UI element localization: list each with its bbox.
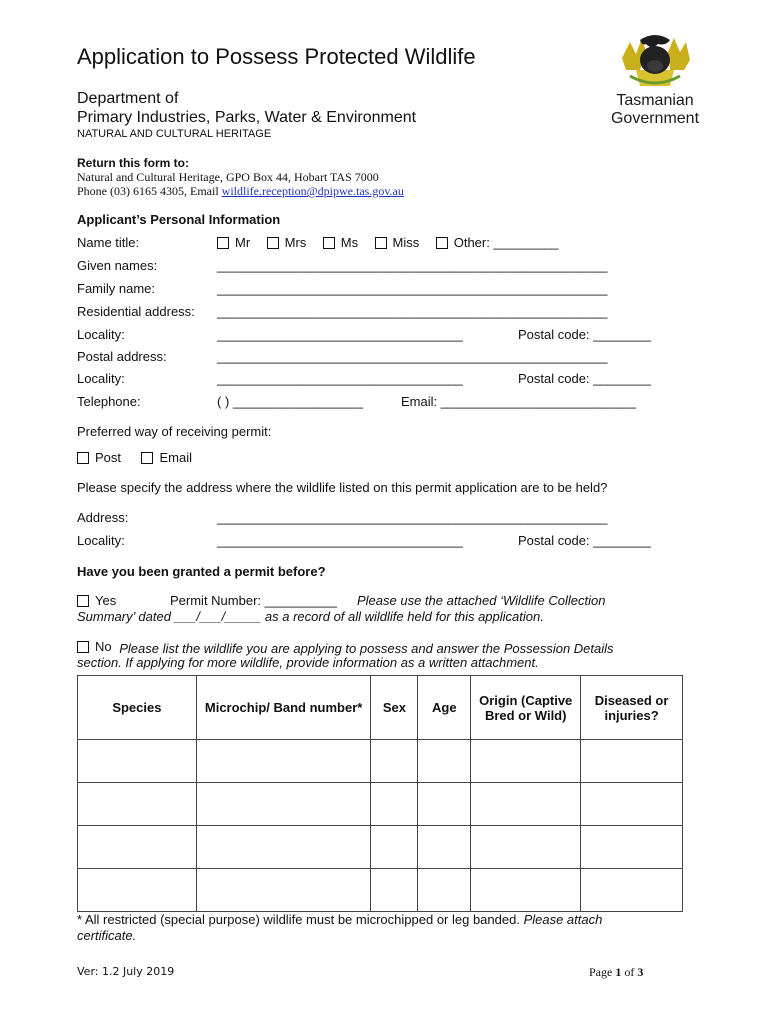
- table-cell[interactable]: [581, 783, 683, 826]
- column-header-diseased: Diseased or injuries?: [581, 676, 683, 740]
- postal-locality-field[interactable]: __________________________________: [217, 371, 463, 386]
- department-line-1: Department of: [77, 90, 179, 107]
- permit-no-note-1: Please list the wildlife you are applying to possess and answer the Possession Details: [119, 640, 614, 656]
- title-option-ms[interactable]: [323, 235, 358, 250]
- footnote: [77, 912, 602, 927]
- option-label: Yes: [95, 593, 117, 608]
- held-address-label: Address:: [77, 510, 129, 525]
- version-text: Ver: 1.2 July 2019: [77, 965, 175, 978]
- telephone-label: Telephone:: [77, 394, 141, 409]
- title-option-other[interactable]: [436, 235, 559, 250]
- permit-no-option[interactable]: [77, 639, 112, 654]
- department-line-3: NATURAL AND CULTURAL HERITAGE: [77, 128, 272, 140]
- residential-locality-field[interactable]: __________________________________: [217, 327, 463, 342]
- table-row: [78, 826, 683, 869]
- option-label: Email: [159, 450, 192, 465]
- permit-yes-row: [77, 593, 116, 610]
- residential-locality-label: Locality:: [77, 327, 125, 342]
- personal-info-heading: Applicant’s Personal Information: [77, 212, 281, 227]
- name-title-label: Name title:: [77, 235, 140, 250]
- table-cell[interactable]: [581, 869, 683, 912]
- table-cell[interactable]: [471, 869, 581, 912]
- option-label: Other: _________: [453, 235, 559, 250]
- permit-yes-note-2: [77, 609, 544, 624]
- receiving-permit-label: Preferred way of receiving permit:: [77, 424, 272, 439]
- page-title: Application to Possess Protected Wildlife: [77, 44, 476, 69]
- checkbox[interactable]: [375, 237, 387, 249]
- receiving-options: [77, 450, 192, 469]
- option-label: Miss: [392, 235, 420, 250]
- postal-postal-code-field[interactable]: Postal code: ________: [518, 371, 651, 386]
- page-total: 3: [637, 965, 644, 979]
- logo-text-government: Government: [610, 110, 700, 127]
- held-locality-field[interactable]: __________________________________: [217, 533, 463, 548]
- footnote-text: * All restricted (special purpose) wildlife must be microchipped or leg banded.: [77, 912, 520, 927]
- email-field[interactable]: Email: ___________________________: [401, 394, 636, 409]
- logo-text-tasmanian: Tasmanian: [616, 92, 694, 109]
- table-cell[interactable]: [418, 869, 471, 912]
- column-header-origin: Origin (Captive Bred or Wild): [471, 676, 581, 740]
- page-of: of: [621, 965, 638, 979]
- permit-no-row: [77, 639, 614, 656]
- tasmanian-devil-emblem-icon: [600, 30, 710, 94]
- table-cell[interactable]: [78, 826, 197, 869]
- table-cell[interactable]: [78, 869, 197, 912]
- checkbox[interactable]: [217, 237, 229, 249]
- permit-yes-option[interactable]: [77, 593, 116, 608]
- table-cell[interactable]: [78, 783, 197, 826]
- given-names-field[interactable]: ______________________________________________________: [217, 258, 608, 273]
- residential-address-field[interactable]: ______________________________________________________: [217, 304, 608, 319]
- option-label: Ms: [340, 235, 359, 250]
- postal-address-field[interactable]: ______________________________________________________: [217, 349, 608, 364]
- table-cell[interactable]: [471, 783, 581, 826]
- table-cell[interactable]: [471, 740, 581, 783]
- postal-locality-label: Locality:: [77, 371, 125, 386]
- column-header-age: Age: [418, 676, 471, 740]
- option-label: Post: [95, 450, 122, 465]
- column-header-microchip: Microchip/ Band number*: [196, 676, 371, 740]
- table-cell[interactable]: [196, 826, 371, 869]
- name-title-options: [217, 235, 559, 254]
- checkbox[interactable]: [77, 595, 89, 607]
- title-option-miss[interactable]: [375, 235, 420, 250]
- table-cell[interactable]: [418, 783, 471, 826]
- page-current: 1: [615, 965, 622, 979]
- residential-postal-code-field[interactable]: Postal code: ________: [518, 327, 651, 342]
- wildlife-table: [77, 675, 683, 912]
- telephone-field[interactable]: ( ) __________________: [217, 394, 364, 409]
- table-row: [78, 740, 683, 783]
- summary-date-field[interactable]: Summary’ dated ___/___/_____: [77, 609, 262, 624]
- table-header-row: [78, 676, 683, 740]
- table-row: [78, 783, 683, 826]
- table-cell[interactable]: [371, 783, 418, 826]
- table-cell[interactable]: [418, 826, 471, 869]
- family-name-label: Family name:: [77, 281, 156, 296]
- column-header-species: Species: [78, 676, 197, 740]
- summary-note-text: as a record of all wildlife held for this application.: [261, 609, 544, 624]
- checkbox[interactable]: [267, 237, 279, 249]
- return-label: Return this form to:: [77, 156, 189, 170]
- table-cell[interactable]: [196, 783, 371, 826]
- return-contact: [77, 184, 404, 199]
- title-option-mrs[interactable]: [267, 235, 307, 250]
- table-cell[interactable]: [581, 740, 683, 783]
- option-label: No: [95, 639, 112, 654]
- title-option-mr[interactable]: [217, 235, 250, 250]
- table-cell[interactable]: [371, 869, 418, 912]
- checkbox[interactable]: [77, 641, 89, 653]
- table-cell[interactable]: [581, 826, 683, 869]
- permit-no-note-2: section. If applying for more wildlife, provide information as a written attachment.: [77, 655, 539, 670]
- receive-option-email[interactable]: [141, 450, 192, 465]
- checkbox[interactable]: [77, 452, 89, 464]
- receive-option-post[interactable]: [77, 450, 121, 465]
- held-address-prompt: Please specify the address where the wildlife listed on this permit application are to be held?: [77, 480, 608, 495]
- table-cell[interactable]: [418, 740, 471, 783]
- family-name-field[interactable]: ______________________________________________________: [217, 281, 608, 296]
- footnote-italic: Please attach: [519, 912, 603, 927]
- held-address-field[interactable]: ______________________________________________________: [217, 510, 608, 525]
- table-row: [78, 869, 683, 912]
- table-cell[interactable]: [471, 826, 581, 869]
- permit-yes-note-1: Please use the attached ‘Wildlife Collection: [357, 593, 606, 608]
- column-header-sex: Sex: [371, 676, 418, 740]
- held-locality-label: Locality:: [77, 533, 125, 548]
- held-postal-code-field[interactable]: Postal code: ________: [518, 533, 651, 548]
- department-line-2: Primary Industries, Parks, Water & Environment: [77, 109, 417, 126]
- option-label: Mr: [235, 235, 251, 250]
- page-number: [589, 965, 643, 980]
- table-cell[interactable]: [371, 740, 418, 783]
- checkbox[interactable]: [323, 237, 335, 249]
- postal-address-label: Postal address:: [77, 349, 167, 364]
- table-cell[interactable]: [196, 740, 371, 783]
- table-cell[interactable]: [196, 869, 371, 912]
- given-names-label: Given names:: [77, 258, 158, 273]
- return-address: Natural and Cultural Heritage, GPO Box 44, Hobart TAS 7000: [77, 170, 379, 184]
- page-prefix: Page: [589, 965, 616, 979]
- permit-before-heading: Have you been granted a permit before?: [77, 564, 326, 579]
- table-cell[interactable]: [371, 826, 418, 869]
- checkbox[interactable]: [436, 237, 448, 249]
- email-link[interactable]: wildlife.reception@dpipwe.tas.gov.au: [221, 184, 404, 198]
- footnote-line-2: certificate.: [77, 928, 137, 943]
- permit-number-field[interactable]: Permit Number: __________: [170, 593, 337, 608]
- residential-address-label: Residential address:: [77, 304, 195, 319]
- phone-text: Phone (03) 6165 4305, Email: [77, 184, 222, 198]
- tasmanian-government-logo: [600, 30, 710, 130]
- checkbox[interactable]: [141, 452, 153, 464]
- table-cell[interactable]: [78, 740, 197, 783]
- option-label: Mrs: [284, 235, 307, 250]
